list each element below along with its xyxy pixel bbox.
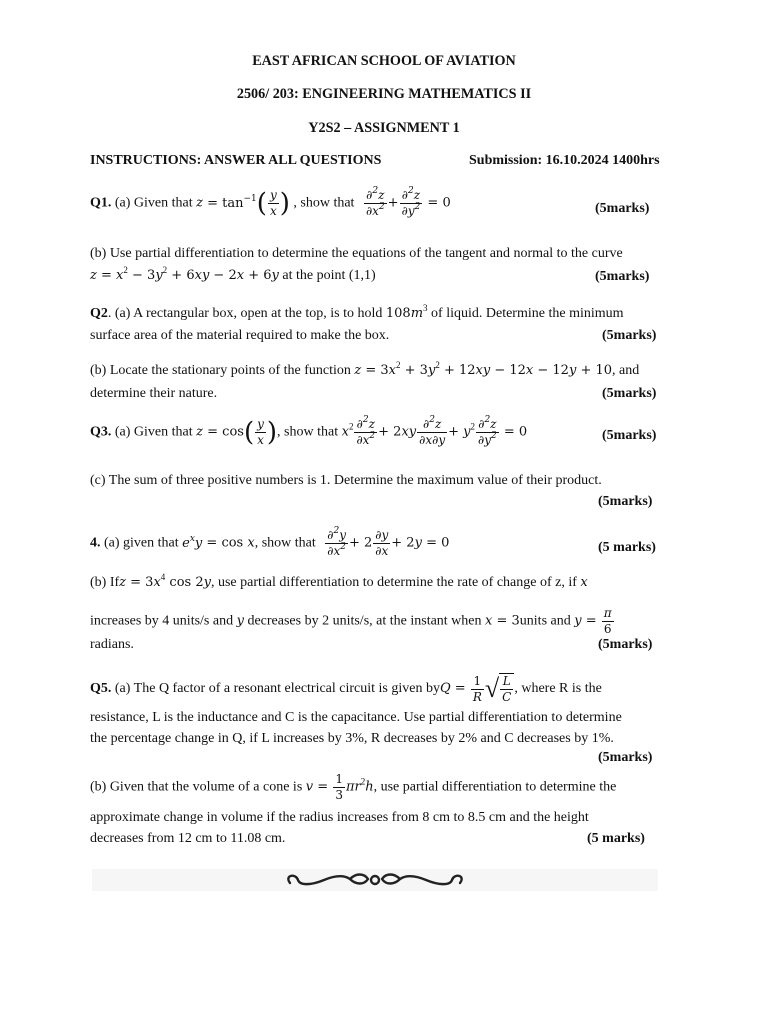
q3c-text: (c) The sum of three positive numbers is 1. Determine the maximum value of their product. [90,473,602,488]
q1a-equation: z [196,195,203,211]
q4a-marks: (5 marks) [598,540,656,555]
school-title: EAST AFRICAN SCHOOL OF AVIATION [252,53,516,69]
q3c-marks: (5marks) [598,494,653,509]
q4b-line3: radians. [90,637,134,652]
q5a-line2: resistance, L is the inductance and C is the capacitance. Use partial differentiation to determine [90,710,622,725]
q4a-line: 4. (a) given that $e^xy = \cos x$, show that $\frac{\partial^2y}{\partial x^2}$ + 2 $\frac{\partial y}{\partial x}$ + 2y = 0 [90,526,450,558]
q5b-line2: approximate change in volume if the radius increases from 8 cm to 8.5 cm and the height [90,810,589,825]
q5b-line3: decreases from 12 cm to 11.08 cm. [90,831,286,846]
q1a-marks: (5marks) [595,201,650,216]
course-title: 2506/ 203: ENGINEERING MATHEMATICS II [236,86,532,102]
q5a-line3: the percentage change in Q, if L increases by 3%, R decreases by 2% and C decreases by 1%. [90,731,614,746]
q2a-line2: surface area of the material required to make the box. [90,328,390,343]
q5-label: Q5. [90,681,112,697]
q3-label: Q3. [90,424,112,440]
q1a-line: Q1. (a) Given that $z = \tan^{-1}$( $\frac{y}{x}$ ) , show that $\frac{\partial^2z}{\partial x^2}$ + $\frac{\partial^2z}{\partial y^2}$ = 0 [90,186,451,219]
submission-date: Submission: 16.10.2024 1400hrs [469,153,660,168]
q1a-prefix: (a) Given that [114,195,193,211]
q2a-line1: Q2. (a) A rectangular box, open at the top, is to hold $108m^3$ of liquid. Determine the minimum [90,303,624,321]
q3a-line: Q3. (a) Given that z = cos( $\frac{y}{x}$ ), show that $x^2$ $\frac{\partial^2z}{\partial x^2}$ + 2xy $\frac{\partial^2z}{\partial x\partial y}$ + $y^2$ $\frac{\partial^2z}{\partial y^2}$ = 0 [90,415,528,448]
q1a-show: , show that [293,195,355,211]
q1-label: Q1. [90,195,112,211]
q2b-marks: (5marks) [602,386,657,401]
instructions: INSTRUCTIONS: ANSWER ALL QUESTIONS [90,153,382,168]
q1b-at: at the point (1,1) [282,268,376,283]
q1b-marks: (5marks) [595,269,650,284]
q2b-line1: (b) Locate the stationary points of the function $z = 3x^2 + 3y^2 + 12xy - 12x - 12y + 10$, and [90,360,640,378]
q4b-marks: (5marks) [598,637,653,652]
q2b-line2: determine their nature. [90,386,218,401]
q4b-line2: increases by 4 units/s and y decreases by 2 units/s, at the instant when x = 3units and y = $\frac{\pi}{6}$ [90,606,612,636]
q2a-marks: (5marks) [602,328,657,343]
q4b-line1: (b) Ifz = $3x^4$ cos 2y, use partial differentiation to determine the rate of change of z, if x [90,572,588,590]
q5a-line1: Q5. (a) The Q factor of a resonant electrical circuit is given byQ = $\frac{1}{R}$ √ $\frac{L}{C}$ , where R is the [90,673,602,704]
assignment-title: Y2S2 – ASSIGNMENT 1 [308,120,460,136]
q2-label: Q2 [90,306,108,321]
q1b-text: (b) Use partial differentiation to determine the equations of the tangent and normal to the curve [90,246,623,261]
q3a-marks: (5marks) [602,428,657,443]
q4-label: 4. [90,535,101,551]
q5b-marks: (5 marks) [587,831,645,846]
q5a-marks: (5marks) [598,750,653,765]
q5b-line1: (b) Given that the volume of a cone is v = $\frac{1}{3}$ $\pi r^2h$, use partial differentiation to determine the [90,772,617,802]
ornamental-divider [92,869,658,891]
q1b-equation-line: $z = x^2 - 3y^2 + 6xy - 2x + 6y$ at the point (1,1) [90,265,376,283]
